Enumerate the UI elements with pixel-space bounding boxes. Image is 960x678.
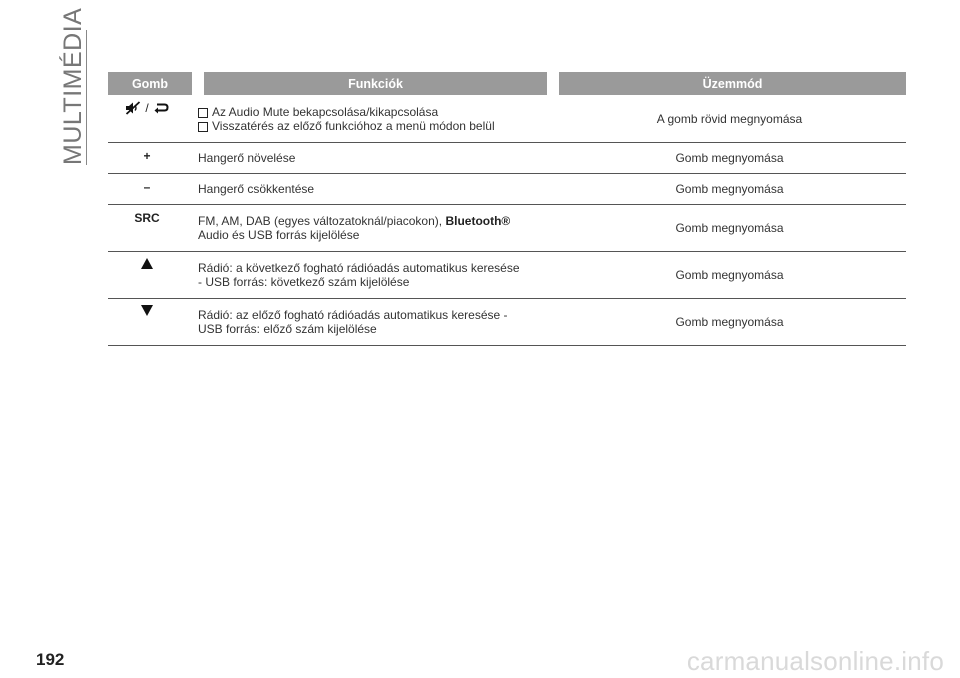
function-cell: [198, 252, 553, 299]
header-gomb: Gomb: [108, 72, 198, 95]
function-line: USB forrás: előző szám kijelölése: [198, 322, 377, 336]
watermark: carmanualsonline.info: [686, 646, 944, 676]
button-cell: SRC: [108, 205, 198, 252]
button-separator: /: [145, 101, 149, 115]
table-row: [108, 205, 906, 252]
mode-cell: Gomb megnyomása: [553, 299, 906, 346]
table-row: [108, 252, 906, 299]
table-row: [108, 95, 906, 143]
table-header-row: [108, 72, 906, 95]
button-cell: –: [108, 174, 198, 205]
up-triangle-icon: [141, 258, 153, 269]
button-cell: [108, 252, 198, 299]
mode-cell: Gomb megnyomása: [553, 205, 906, 252]
function-line: [198, 105, 553, 119]
page-number: 192: [36, 650, 65, 669]
function-cell: [198, 95, 553, 143]
bluetooth-label: Bluetooth®: [445, 214, 511, 228]
header-funkciok: Funkciók: [198, 72, 553, 95]
function-line: Audio és USB forrás kijelölése: [198, 228, 360, 242]
table-row: [108, 143, 906, 174]
function-cell: Hangerő növelése: [198, 143, 553, 174]
function-line: [198, 214, 553, 228]
mute-speaker-icon: [125, 101, 141, 115]
function-cell: [198, 205, 553, 252]
button-cell: [108, 299, 198, 346]
function-text: FM, AM, DAB (egyes változatoknál/piacokon),: [198, 214, 446, 228]
table-row: [108, 299, 906, 346]
function-line: Rádió: a következő fogható rádióadás automatikus keresése: [198, 261, 520, 275]
function-line: [198, 119, 553, 133]
button-cell: [108, 95, 198, 143]
function-line: - USB forrás: következő szám kijelölése: [198, 275, 410, 289]
return-arrow-icon: [153, 102, 169, 114]
header-uzemmod: Üzemmód: [553, 72, 906, 95]
mode-cell: Gomb megnyomása: [553, 174, 906, 205]
function-text: Visszatérés az előző funkcióhoz a menü módon belül: [212, 118, 495, 133]
down-triangle-icon: [141, 305, 153, 316]
checkbox-bullet-icon: [198, 108, 208, 118]
checkbox-bullet-icon: [198, 122, 208, 132]
mode-cell: A gomb rövid megnyomása: [553, 95, 906, 143]
function-text: Az Audio Mute bekapcsolása/kikapcsolása: [212, 104, 439, 119]
mode-cell: Gomb megnyomása: [553, 252, 906, 299]
section-title-text: MULTIMÉDIA: [58, 7, 87, 165]
mode-cell: Gomb megnyomása: [553, 143, 906, 174]
table-row: [108, 174, 906, 205]
section-divider: [86, 30, 87, 165]
function-cell: [198, 299, 553, 346]
button-cell: +: [108, 143, 198, 174]
section-title: [56, 7, 90, 165]
function-line: Rádió: az előző fogható rádióadás automatikus keresése -: [198, 308, 508, 322]
button-function-table: [108, 72, 906, 346]
function-cell: Hangerő csökkentése: [198, 174, 553, 205]
